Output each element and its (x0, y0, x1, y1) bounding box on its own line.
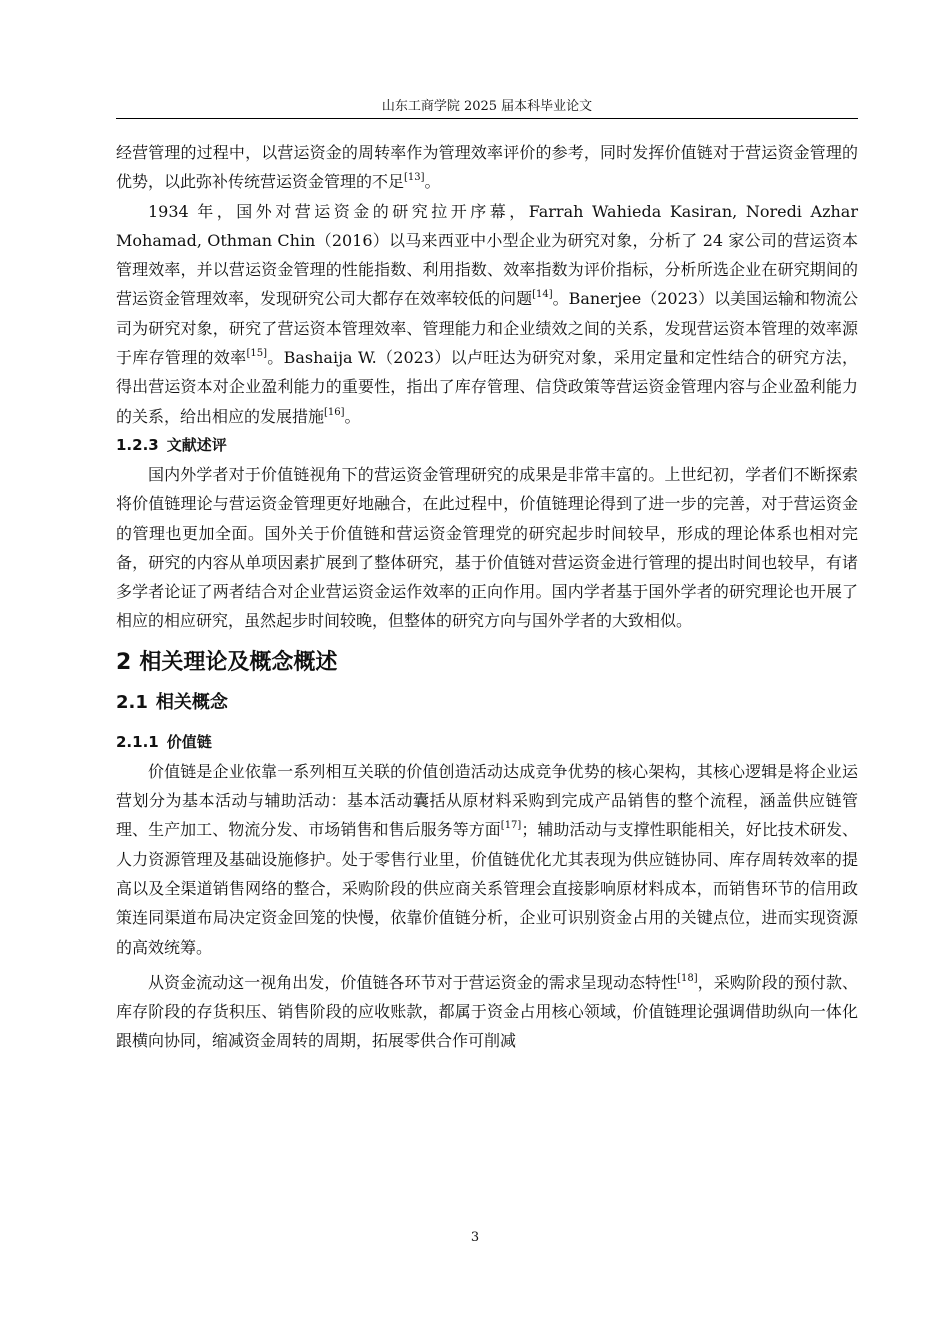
page-body (116, 138, 858, 1056)
paragraph: 1934 年，国外对营运资金的研究拉开序幕，Farrah Wahieda Kasiran, Noredi Azhar Mohamad, Othman Chin（2016）以马来西亚中小型企业为研究对象，分析了 24 家公司的营运资本管理效率，并以营运资金管理的性能指数、利用指数、效率指数为评价指标，分析所选企业在研究期间的营运资金管理效率，发现研究公司大都存在效率较低的问题[14]。Banerjee（2023）以美国运输和物流公司为研究对象，研究了营运资本管理效率、管理能力和企业绩效之间的关系，发现营运资本管理的效率源于库存管理的效率[15]。Bashaija W.（2023）以卢旺达为研究对象，采用定量和定性结合的研究方法，得出营运资本对企业盈利能力的重要性，指出了库存管理、信贷政策等营运资金管理内容与企业盈利能力的关系，给出相应的发展措施[16]。 (116, 201, 858, 426)
paragraph: 经营管理的过程中，以营运资金的周转率作为管理效率评价的参考，同时发挥价值链对于营运资金管理的优势，以此弥补传统营运资金管理的不足[13]。 (116, 143, 858, 192)
citation: [13] (404, 172, 425, 184)
page-number: 3 (470, 1230, 480, 1245)
paragraph: 国内外学者对于价值链视角下的营运资金管理研究的成果是非常丰富的。上世纪初，学者们不断探索将价值链理论与营运资金管理更好地融合，在此过程中，价值链理论得到了进一步的完善，对于营运资金的管理也更加全面。国外关于价值链和营运资金管理党的研究起步时间较早，形成的理论体系也相对完备，研究的内容从单项因素扩展到了整体研究，基于价值链对营运资金进行管理的提出时间也较早，有诸多学者论证了两者结合对企业营运资金运作效率的正向作用。国内学者基于国外学者的研究理论也开展了相应的相应研究，虽然起步时间较晚，但整体的研究方向与国外学者的大致相似。 (116, 464, 858, 631)
citation: [17] (500, 820, 522, 832)
section-heading-2-1: 2.1 相关概念 (116, 691, 228, 713)
page-header (116, 96, 858, 119)
paragraph: 从资金流动这一视角出发，价值链各环节对于营运资金的需求呈现动态特性[18]，采购阶段的预付款、库存阶段的存货积压、销售阶段的应收账款，都属于资金占用核心领域，价值链理论强调借助纵向一体化跟横向协同，缩减资金周转的周期，拓展零供合作可削减 (116, 972, 858, 1051)
page-footer (0, 1230, 950, 1245)
citation: [15] (246, 348, 267, 360)
chapter-heading-2: 2 相关理论及概念概述 (116, 649, 338, 675)
paragraph: 价值链是企业依靠一系列相互关联的价值创造活动达成竞争优势的核心架构，其核心逻辑是将企业运营划分为基本活动与辅助活动：基本活动囊括从原材料采购到完成产品销售的整个流程，涵盖供应链管理、生产加工、物流分发、市场销售和售后服务等方面[17]；辅助活动与支撑性职能相关，好比技术研发、人力资源管理及基础设施修护。处于零售行业里，价值链优化尤其表现为供应链协同、库存周转效率的提高以及全渠道销售网络的整合，采购阶段的供应商关系管理会直接影响原材料成本，而销售环节的信用政策连同渠道布局决定资金回笼的快慢，依靠价值链分析，企业可识别资金占用的关键点位，进而实现资源的高效统筹。 (116, 761, 858, 957)
citation: [16] (324, 406, 345, 418)
section-heading-1-2-3: 1.2.3 文献述评 (116, 435, 227, 454)
citation: [14] (532, 289, 553, 301)
section-heading-2-1-1: 2.1.1 价值链 (116, 732, 212, 751)
header-title: 山东工商学院 2025 届本科毕业论文 (381, 99, 593, 114)
citation: [18] (677, 972, 698, 984)
